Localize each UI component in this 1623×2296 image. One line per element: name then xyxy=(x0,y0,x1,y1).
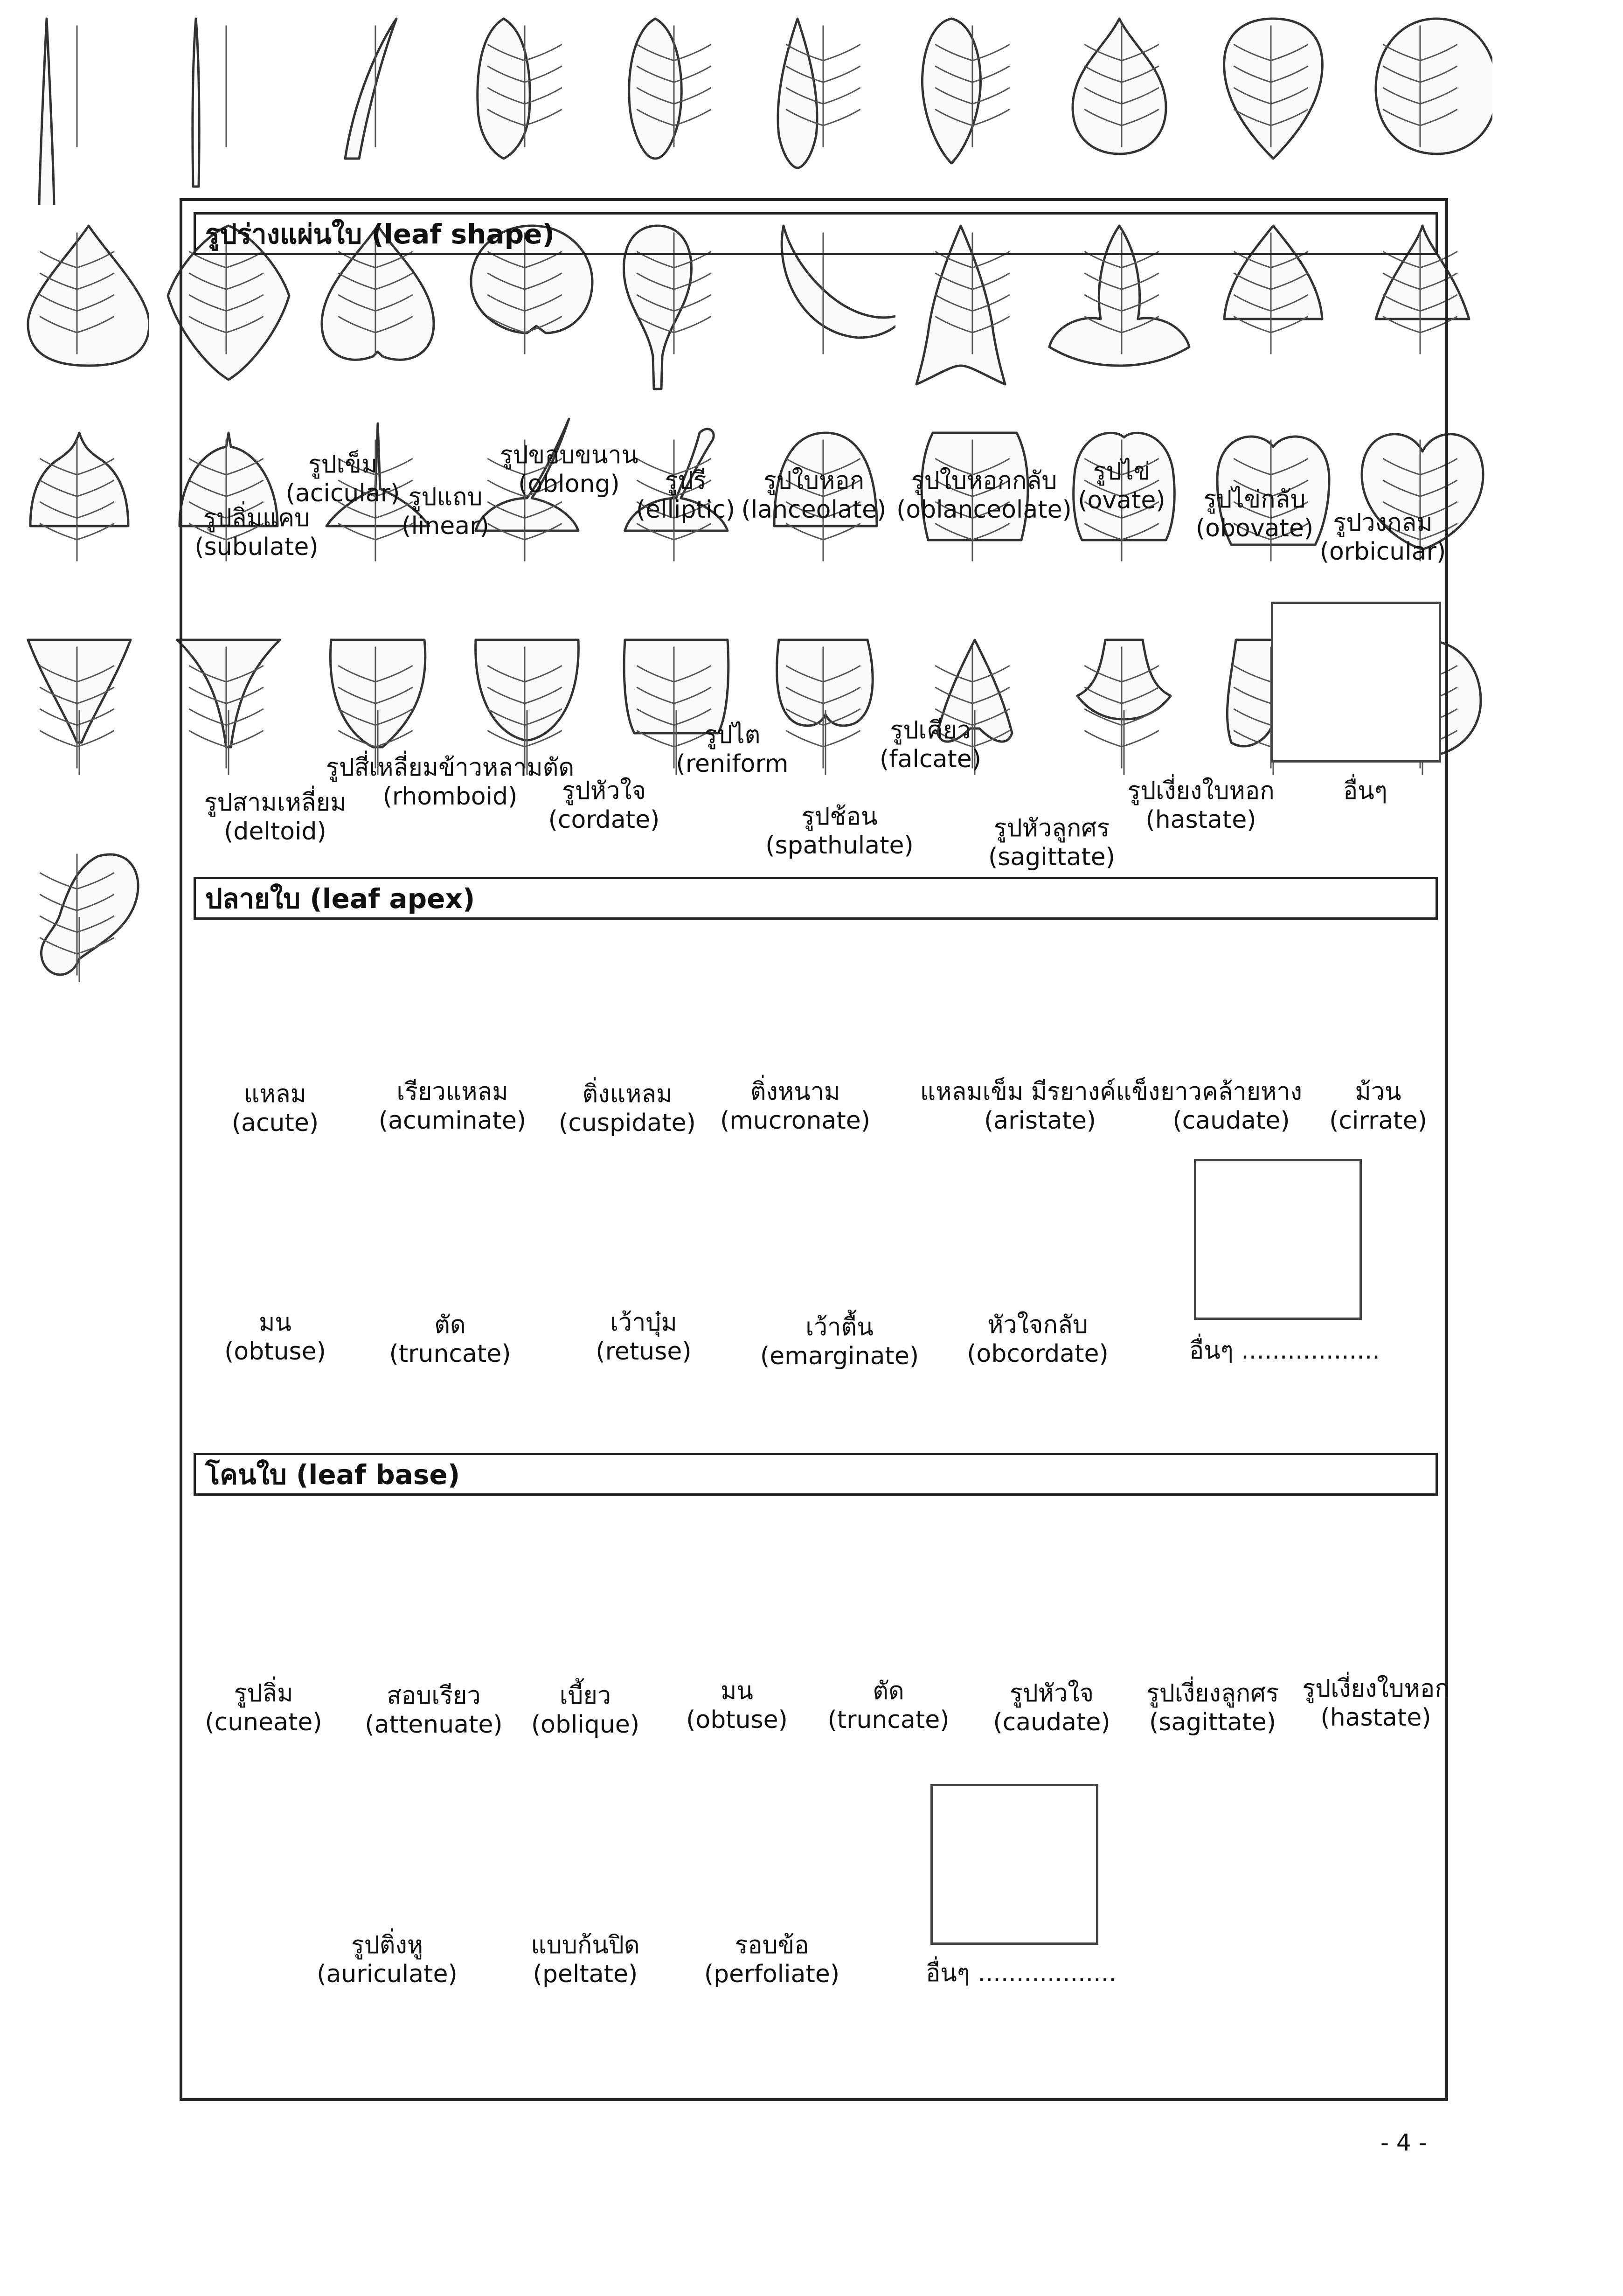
leaf-base-8-label xyxy=(317,1931,457,1989)
section-header-leaf-apex xyxy=(194,877,1438,920)
leaf-base-6-label xyxy=(1146,1679,1279,1737)
leaf-base-0-thai-name: รูปลิ่ม xyxy=(234,1679,293,1707)
leaf-apex-5-thai-name: ยาวคล้ายหาง xyxy=(1160,1078,1303,1106)
leaf-shape-10-drawing xyxy=(0,207,149,412)
apex-other-box xyxy=(1194,1159,1362,1320)
leaf-base-2-english-name: (oblique) xyxy=(531,1711,640,1739)
leaf-apex-11-label xyxy=(967,1311,1109,1368)
leaf-shape-3-label xyxy=(500,441,638,499)
leaf-shape-2-thai-name: รูปแถบ xyxy=(408,483,483,511)
leaf-base-6-english-name: (sagittate) xyxy=(1149,1708,1276,1736)
leaf-shape-1-english-name: (acicular) xyxy=(285,479,400,507)
shape-other-box xyxy=(1271,602,1441,763)
leaf-shape-13-english-name: (reniform xyxy=(676,750,789,778)
leaf-base-0-english-name: (cuneate) xyxy=(205,1708,322,1736)
leaf-base-10-thai-name: รอบข้อ xyxy=(735,1931,809,1959)
apex-other-label: อื่นๆ .................. xyxy=(1189,1337,1380,1365)
leaf-base-5-english-name: (caudate) xyxy=(993,1708,1110,1736)
section-title: รูปร่างแผ่นใบ (leaf shape) xyxy=(205,218,555,250)
shape-other-label: อื่นๆ xyxy=(1343,777,1387,805)
leaf-shape-6-english-name: (oblanceolate) xyxy=(896,496,1072,524)
section-header-leaf-shape xyxy=(194,212,1438,255)
leaf-apex-6-thai-name: ม้วน xyxy=(1355,1078,1401,1106)
leaf-apex-7-label xyxy=(224,1308,326,1366)
base-other-box xyxy=(930,1784,1098,1945)
leaf-shape-16-label xyxy=(988,814,1115,872)
leaf-apex-9-thai-name: เว้าบุ๋ม xyxy=(610,1309,677,1337)
leaf-base-10-english-name: (perfoliate) xyxy=(704,1960,840,1988)
leaf-base-8-english-name: (auriculate) xyxy=(317,1960,458,1988)
leaf-shape-8-english-name: (obovate) xyxy=(1195,514,1314,542)
leaf-base-9-label xyxy=(531,1931,639,1989)
leaf-apex-4-thai-name: แหลมเข็ม มีรยางค์แข็ง xyxy=(920,1078,1160,1106)
leaf-shape-9-drawing xyxy=(1343,0,1492,205)
leaf-shape-3-english-name: (oblong) xyxy=(518,470,620,498)
leaf-shape-15-thai-name: รูปเคียว xyxy=(890,716,971,744)
leaf-base-3-english-name: (obtuse) xyxy=(686,1706,788,1734)
leaf-shape-2-english-name: (linear) xyxy=(402,512,489,540)
leaf-base-8-thai-name: รูปติ่งหู xyxy=(351,1931,423,1959)
leaf-shape-7-thai-name: รูปไข่ xyxy=(1093,458,1151,486)
leaf-apex-2-english-name: (cuspidate) xyxy=(559,1109,696,1137)
leaf-shape-10-thai-name: รูปสามเหลี่ยม xyxy=(204,789,347,817)
leaf-shape-14-label xyxy=(765,802,914,860)
leaf-shape-0-drawing xyxy=(0,0,149,205)
leaf-shape-4-thai-name: รูปรี xyxy=(665,467,707,495)
leaf-base-4-label xyxy=(827,1677,949,1734)
leaf-apex-6-english-name: (cirrate) xyxy=(1329,1107,1427,1135)
leaf-apex-2-drawing xyxy=(0,414,149,619)
leaf-shape-1-thai-name: รูปเข็ม xyxy=(308,451,378,479)
leaf-base-7-label xyxy=(1302,1674,1449,1732)
section-header-leaf-base xyxy=(194,1453,1438,1496)
leaf-apex-7-english-name: (obtuse) xyxy=(224,1338,326,1366)
leaf-shape-7-drawing xyxy=(1045,0,1194,205)
leaf-apex-7-thai-name: มน xyxy=(259,1309,291,1337)
leaf-apex-10-label xyxy=(760,1313,919,1371)
leaf-shape-5-english-name: (lanceolate) xyxy=(741,496,887,524)
leaf-apex-2-label xyxy=(559,1080,696,1138)
leaf-shape-11-label xyxy=(326,753,574,811)
leaf-shape-8-drawing xyxy=(1194,0,1343,205)
leaf-apex-0-label xyxy=(232,1080,319,1138)
leaf-apex-1-label xyxy=(379,1077,526,1135)
leaf-shape-11-thai-name: รูปสี่เหลี่ยมข้าวหลามตัด xyxy=(326,754,575,782)
leaf-base-0-label xyxy=(205,1679,322,1737)
leaf-shape-14-thai-name: รูปช้อน xyxy=(801,803,878,831)
leaf-apex-1-thai-name: เรียวแหลม xyxy=(396,1078,508,1106)
leaf-apex-0-thai-name: แหลม xyxy=(244,1080,306,1108)
leaf-shape-11-english-name: (rhomboid) xyxy=(382,783,518,811)
leaf-base-1-english-name: (attenuate) xyxy=(365,1711,503,1739)
leaf-shape-12-english-name: (cordate) xyxy=(548,806,660,834)
leaf-apex-5-label xyxy=(1160,1077,1302,1135)
leaf-shape-5-thai-name: รูปใบหอก xyxy=(763,467,865,495)
leaf-shape-6-label xyxy=(896,466,1072,524)
leaf-apex-3-label xyxy=(720,1077,870,1135)
leaf-shape-12-thai-name: รูปหัวใจ xyxy=(562,777,646,805)
leaf-base-2-label xyxy=(531,1681,639,1739)
leaf-shape-10-label xyxy=(204,788,347,846)
leaf-shape-9-english-name: (orbicular) xyxy=(1319,538,1446,566)
leaf-base-5-label xyxy=(993,1679,1110,1737)
leaf-shape-3-drawing xyxy=(448,0,597,205)
leaf-apex-2-thai-name: ติ่งแหลม xyxy=(582,1080,673,1108)
leaf-base-1-thai-name: สอบเรียว xyxy=(387,1682,481,1710)
leaf-apex-11-thai-name: หัวใจกลับ xyxy=(987,1311,1088,1339)
leaf-shape-7-english-name: (ovate) xyxy=(1078,486,1165,514)
leaf-shape-4-english-name: (elliptic) xyxy=(636,496,735,524)
leaf-shape-8-thai-name: รูปไข่กลับ xyxy=(1203,486,1306,513)
leaf-apex-4-label xyxy=(920,1077,1160,1135)
leaf-apex-8-label xyxy=(389,1311,511,1368)
leaf-base-0-drawing xyxy=(0,621,149,826)
leaf-apex-10-english-name: (emarginate) xyxy=(760,1342,919,1370)
leaf-apex-5-english-name: (caudate) xyxy=(1172,1107,1290,1135)
leaf-apex-6-label xyxy=(1329,1077,1427,1135)
leaf-shape-9-thai-name: รูปวงกลม xyxy=(1333,509,1433,537)
section-title: โคนใบ (leaf base) xyxy=(205,1459,460,1491)
leaf-shape-17-thai-name: รูปเงี่ยงใบหอก xyxy=(1127,777,1275,805)
leaf-apex-9-english-name: (retuse) xyxy=(596,1338,692,1366)
leaf-apex-8-english-name: (truncate) xyxy=(389,1340,511,1368)
leaf-base-10-drawing xyxy=(0,828,149,1034)
leaf-shape-16-english-name: (sagittate) xyxy=(988,843,1116,871)
leaf-base-4-english-name: (truncate) xyxy=(827,1706,950,1734)
leaf-shape-12-label xyxy=(548,777,660,834)
leaf-shape-1-drawing xyxy=(149,0,298,205)
leaf-base-10-label xyxy=(704,1931,839,1989)
leaf-apex-1-english-name: (acuminate) xyxy=(378,1107,527,1135)
leaf-shape-6-thai-name: รูปใบหอกกลับ xyxy=(911,467,1057,495)
leaf-base-4-thai-name: ตัด xyxy=(873,1677,904,1705)
leaf-shape-2-drawing xyxy=(298,0,448,205)
leaf-apex-3-thai-name: ติ่งหนาม xyxy=(750,1078,840,1106)
leaf-shape-13-thai-name: รูปไต xyxy=(704,721,761,749)
leaf-shape-10-english-name: (deltoid) xyxy=(224,818,326,846)
leaf-apex-0-english-name: (acute) xyxy=(231,1109,319,1137)
leaf-base-5-thai-name: รูปหัวใจ xyxy=(1009,1679,1094,1707)
leaf-apex-8-thai-name: ตัด xyxy=(434,1311,466,1339)
leaf-shape-15-label xyxy=(880,716,981,774)
leaf-base-3-label xyxy=(686,1677,788,1734)
leaf-base-6-thai-name: รูปเงี่ยงลูกศร xyxy=(1146,1679,1279,1707)
section-title: ปลายใบ (leaf apex) xyxy=(205,883,475,915)
leaf-shape-9-label xyxy=(1320,508,1446,566)
leaf-shape-17-english-name: (hastate) xyxy=(1145,806,1256,834)
leaf-base-3-thai-name: มน xyxy=(721,1677,753,1705)
leaf-shape-16-thai-name: รูปหัวลูกศร xyxy=(993,814,1110,842)
leaf-shape-3-thai-name: รูปขอบขนาน xyxy=(499,441,638,469)
leaf-base-7-thai-name: รูปเงี่ยงใบหอก xyxy=(1302,1675,1450,1703)
leaf-base-9-thai-name: แบบก้นปิด xyxy=(531,1931,640,1959)
leaf-shape-17-label xyxy=(1127,777,1274,834)
leaf-shape-0-english-name: (subulate) xyxy=(194,533,319,561)
leaf-apex-10-thai-name: เว้าตื้น xyxy=(805,1313,874,1341)
leaf-shape-15-english-name: (falcate) xyxy=(879,745,982,773)
leaf-shape-2-label xyxy=(402,483,489,541)
base-other-label: อื่นๆ .................. xyxy=(926,1959,1117,1987)
leaf-apex-3-english-name: (mucronate) xyxy=(720,1107,871,1135)
leaf-shape-14-english-name: (spathulate) xyxy=(765,832,914,860)
leaf-shape-7-label xyxy=(1078,457,1165,515)
leaf-shape-0-thai-name: รูปลิ่มแคบ xyxy=(203,504,310,532)
leaf-shape-13-label xyxy=(676,721,788,778)
page-number: - 4 - xyxy=(1380,2129,1427,2156)
leaf-base-7-english-name: (hastate) xyxy=(1320,1704,1431,1732)
leaf-base-9-english-name: (peltate) xyxy=(533,1960,638,1988)
leaf-shape-4-drawing xyxy=(597,0,746,205)
leaf-shape-6-drawing xyxy=(895,0,1045,205)
leaf-shape-8-label xyxy=(1196,485,1313,543)
leaf-base-2-thai-name: เบี้ยว xyxy=(559,1682,611,1710)
leaf-shape-0-label xyxy=(194,504,318,562)
leaf-apex-9-label xyxy=(596,1308,691,1366)
leaf-apex-4-english-name: (aristate) xyxy=(984,1107,1096,1135)
leaf-apex-11-english-name: (obcordate) xyxy=(967,1340,1109,1368)
leaf-shape-1-label xyxy=(286,450,400,508)
leaf-shape-5-label xyxy=(742,466,887,524)
leaf-shape-4-label xyxy=(636,466,735,524)
leaf-base-1-label xyxy=(365,1681,502,1739)
leaf-shape-5-drawing xyxy=(746,0,895,205)
